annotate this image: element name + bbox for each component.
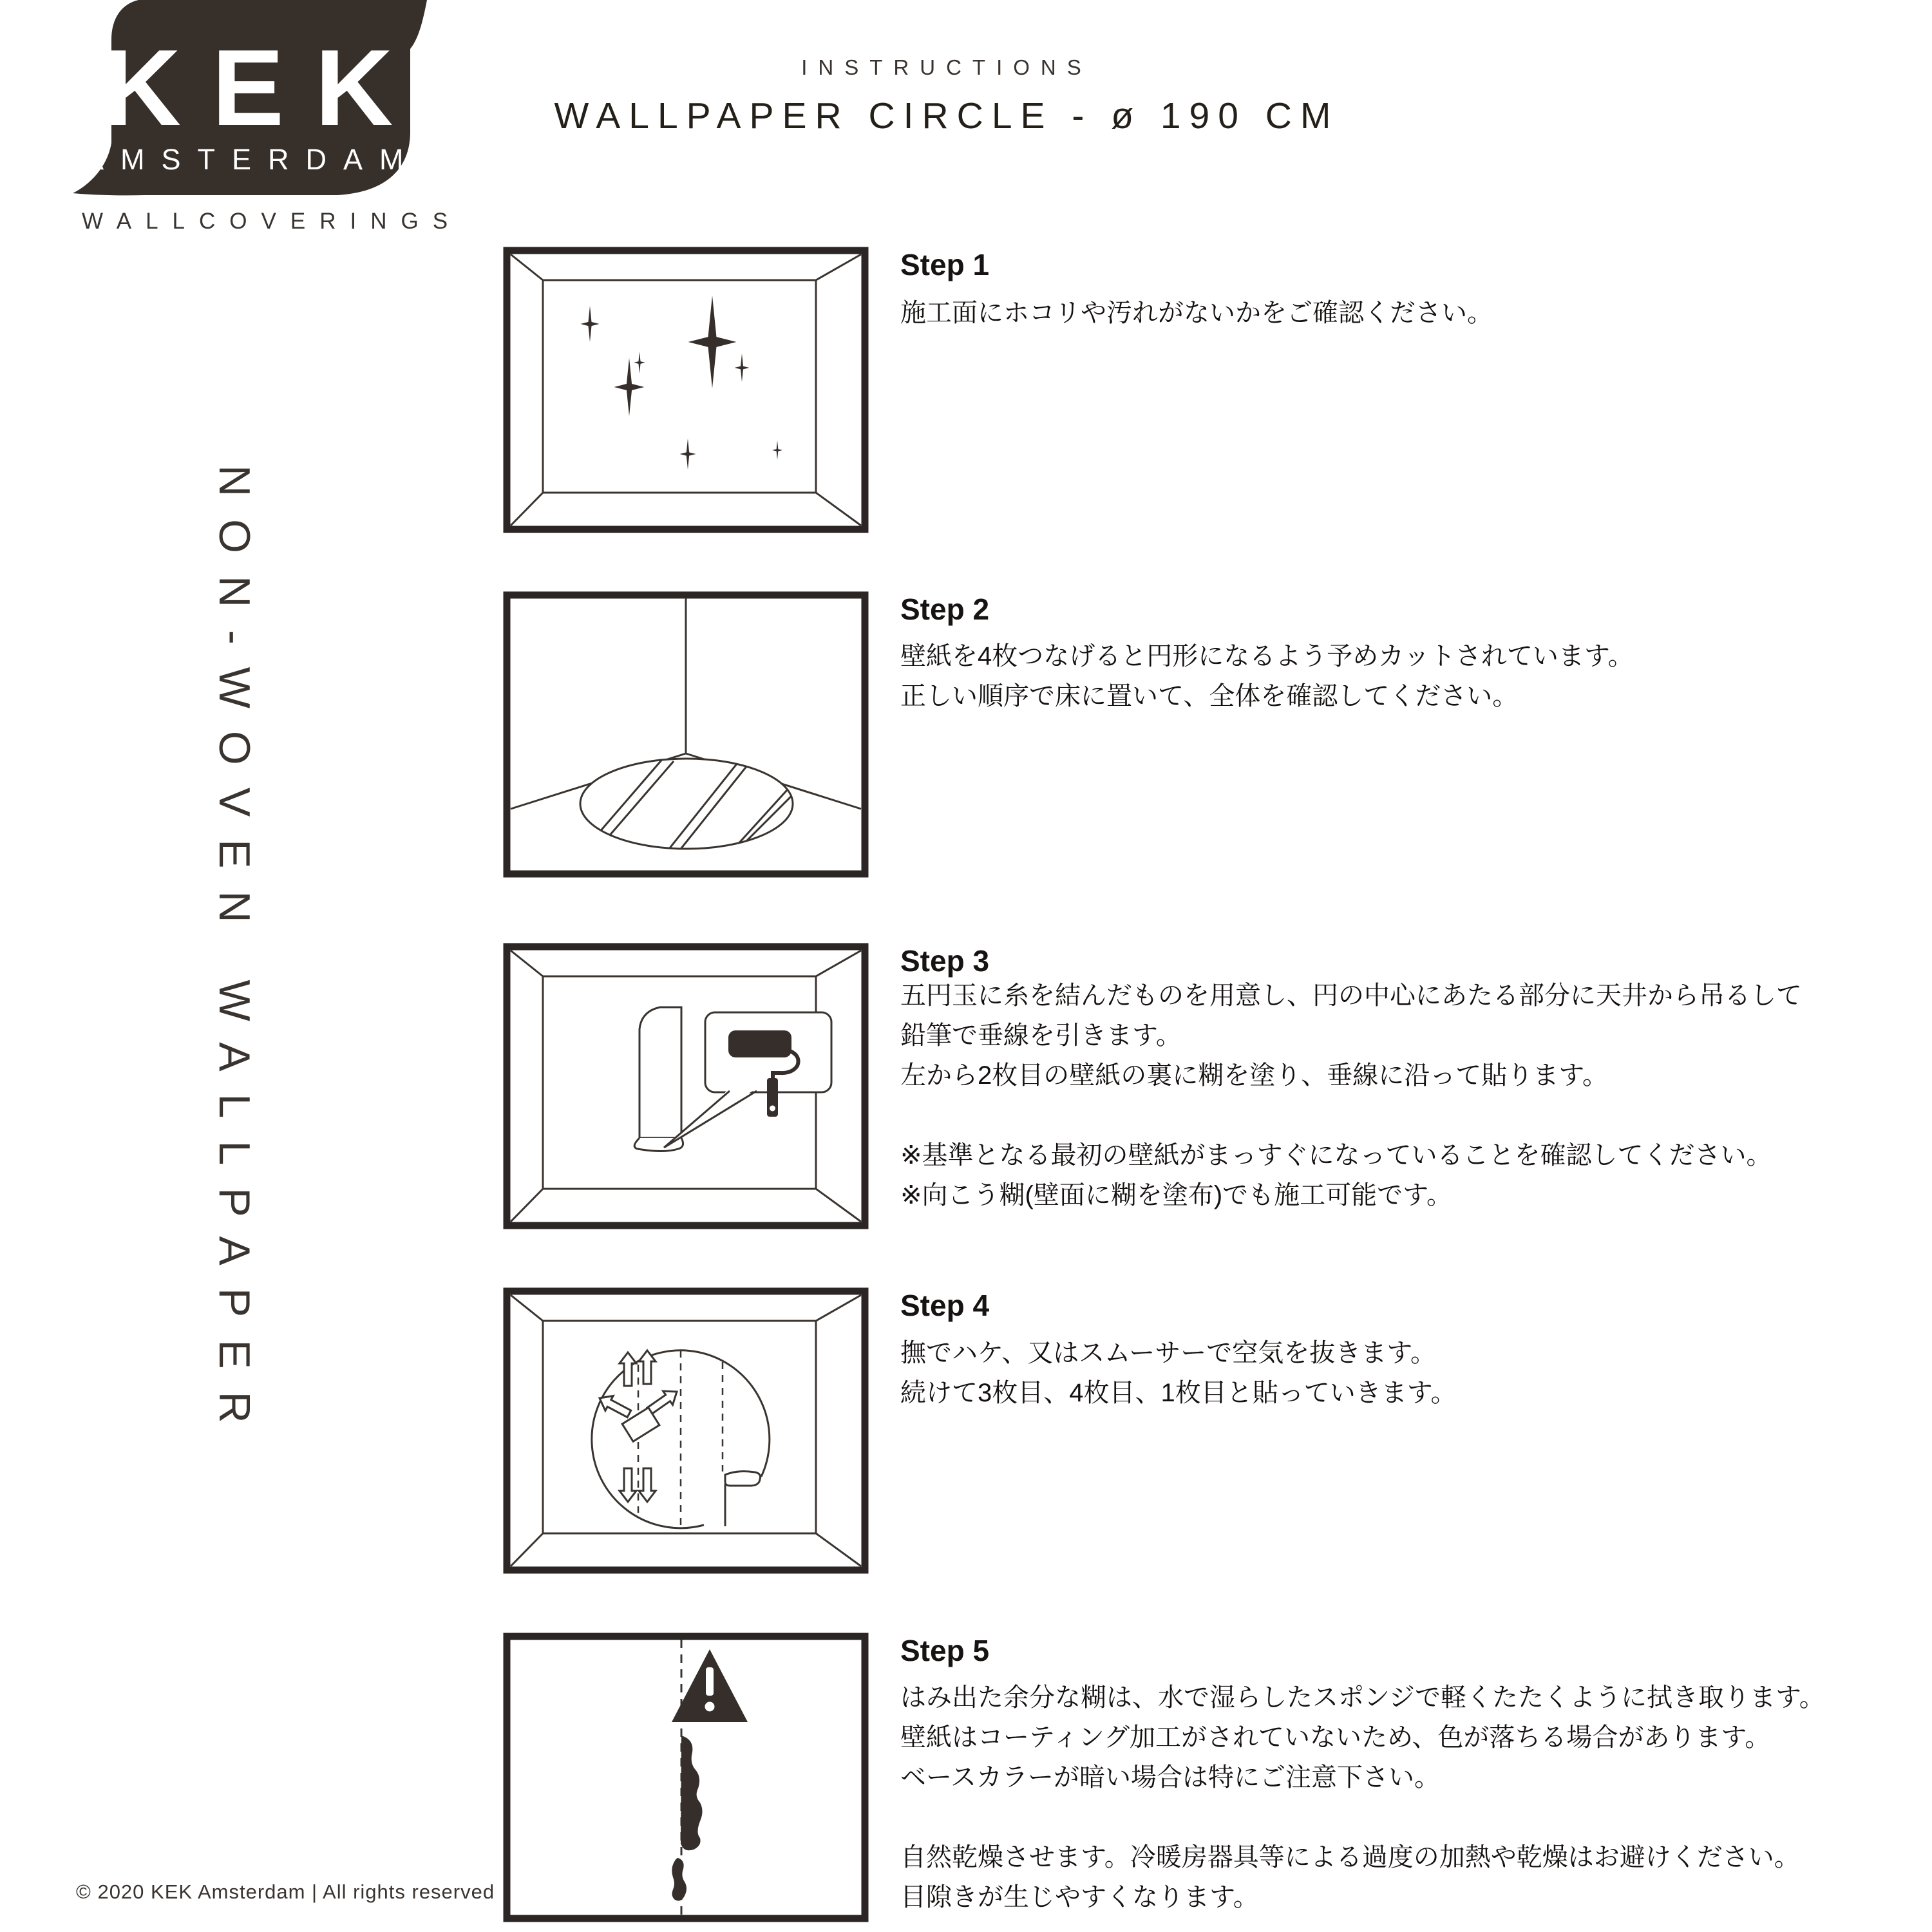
step4-line: 続けて3枚目、4枚目、1枚目と貼っていきます。: [900, 1379, 1457, 1407]
step3-text: [900, 976, 1905, 1215]
step3-line: 左から2枚目の壁紙の裏に糊を塗り、垂線に沿って貼ります。: [900, 1061, 1609, 1090]
step2-label: Step 2: [900, 592, 990, 626]
step5-line: [900, 1797, 1905, 1837]
step4-label: Step 4: [900, 1289, 990, 1322]
step3-line: ※向こう糊(壁面に糊を塗布)でも施工可能です。: [900, 1181, 1452, 1209]
step1-illustration: [503, 247, 869, 533]
step2-text: [900, 636, 1905, 716]
step2-illustration: [503, 591, 869, 878]
wallpaper-strip-icon: [634, 1007, 683, 1151]
step3-line: 鉛筆で垂線を引きます。: [900, 1021, 1182, 1050]
step5-line: 壁紙はコーティング加工がされていないため、色が落ちる場合があります。: [900, 1723, 1771, 1752]
step2-line: 壁紙を4枚つなげると円形になるよう予めカットされています。: [900, 642, 1634, 670]
step5-label: Step 5: [900, 1634, 990, 1667]
logo-text: KEK: [102, 27, 424, 148]
step3-line: ※基準となる最初の壁紙がまっすぐになっていることを確認してください。: [900, 1141, 1772, 1170]
registered-mark: ®: [420, 145, 433, 164]
step4-line: 撫でハケ、又はスムーサーで空気を抜きます。: [900, 1339, 1436, 1367]
step1-text: [900, 293, 1905, 333]
paper-curl-icon: [725, 1472, 761, 1486]
step4-illustration: [503, 1287, 869, 1574]
step3-line: 五円玉に糸を結んだものを用意し、円の中心にあたる部分に天井から吊るして: [900, 981, 1802, 1010]
step5-line: ベースカラーが暗い場合は特にご注意下さい。: [900, 1763, 1440, 1792]
header-eyebrow: INSTRUCTIONS: [801, 55, 1092, 79]
sidebar-vertical-text: NON-WOVEN WALLPAPER: [210, 465, 259, 1446]
step1-label: Step 1: [900, 248, 990, 281]
step1-line: 施工面にホコリや汚れがないかをご確認ください。: [900, 299, 1493, 327]
step3-line: [900, 1095, 1905, 1135]
logo-subtext: AMSTERDAM®: [84, 143, 433, 176]
brand-logo: [68, 0, 462, 258]
step4-text: [900, 1333, 1905, 1413]
logo-tagline: WALLCOVERINGS: [82, 209, 462, 234]
step5-illustration: [503, 1633, 869, 1922]
page-title: WALLPAPER CIRCLE - ø 190 CM: [554, 95, 1340, 137]
step2-line: 正しい順序で床に置いて、全体を確認してください。: [900, 682, 1519, 710]
step3-illustration: [503, 943, 869, 1229]
step3-label: Step 3: [900, 944, 990, 978]
step5-line: はみ出た余分な糊は、水で湿らしたスポンジで軽くたたくように拭き取ります。: [900, 1683, 1825, 1712]
step5-line: 自然乾燥させます。冷暖房器具等による過度の加熱や乾燥はお避けください。: [900, 1843, 1800, 1871]
step5-text: [900, 1678, 1905, 1917]
copyright-text: © 2020 KEK Amsterdam | All rights reserved: [76, 1880, 495, 1903]
step5-line: 目隙きが生じやすくなります。: [900, 1883, 1259, 1911]
